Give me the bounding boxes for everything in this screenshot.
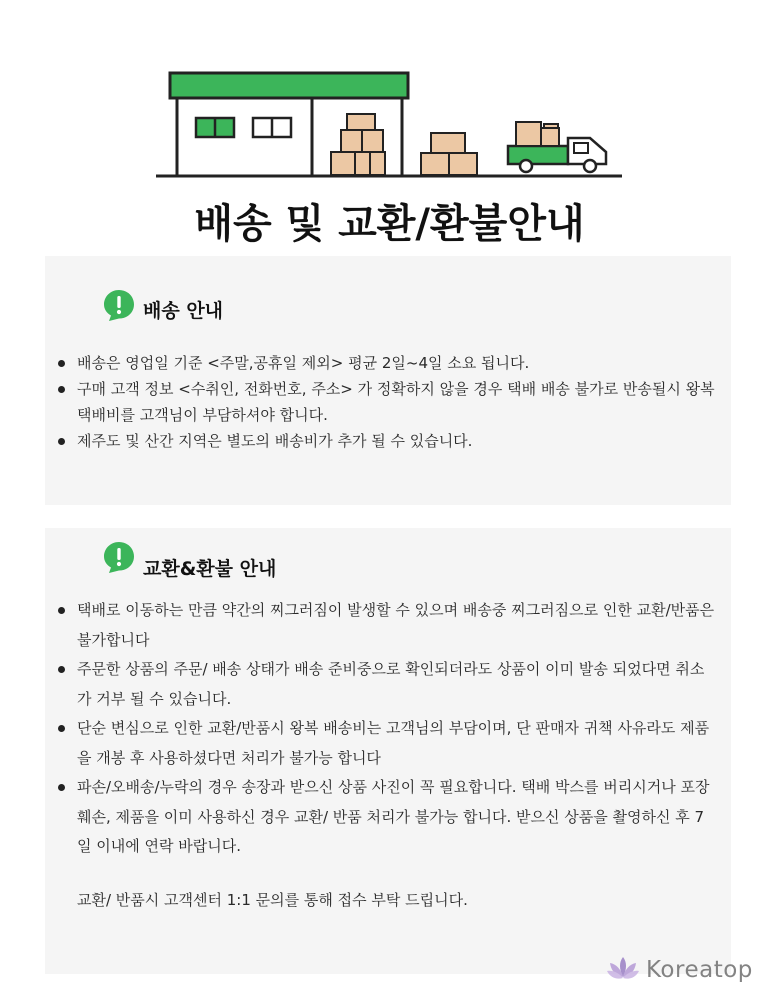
exchange-info-list — [55, 596, 715, 862]
shipping-info-panel — [45, 256, 731, 505]
shipping-panel-title: 배송 안내 — [143, 299, 224, 322]
list-item: 배송은 영업일 기준 <주말,공휴일 제외> 평균 2일~4일 소요 됩니다. — [55, 350, 715, 376]
exchange-panel-title: 교환&환불 안내 — [143, 557, 277, 580]
list-item: 택배로 이동하는 만큼 약간의 찌그러짐이 발생할 수 있으며 배송중 찌그러짐으로 인한 교환/반품은 불가합니다 — [55, 596, 715, 655]
list-item: 파손/오배송/누락의 경우 송장과 받으신 상품 사진이 꼭 필요합니다. 택배 박스를 버리시거나 포장 훼손, 제품을 이미 사용하신 경우 교환/ 반품 처리가 불가능 합니다. 받으신 상품을 촬영하신 후 7일 이내에 연락 바랍니다. — [55, 773, 715, 862]
page-title: 배송 및 교환/환불안내 — [194, 201, 585, 247]
exclamation-icon — [102, 288, 136, 322]
watermark — [606, 955, 753, 985]
warehouse-truck-illustration — [150, 66, 625, 184]
list-item: 주문한 상품의 주문/ 배송 상태가 배송 준비중으로 확인되더라도 상품이 이미 발송 되었다면 취소가 거부 될 수 있습니다. — [55, 655, 715, 714]
list-item: 제주도 및 산간 지역은 별도의 배송비가 추가 될 수 있습니다. — [55, 428, 715, 454]
box-pile — [421, 133, 477, 175]
list-item: 구매 고객 정보 <수취인, 전화번호, 주소> 가 정확하지 않을 경우 택배 배송 불가로 반송될시 왕복 택배비를 고객님이 부담하셔야 합니다. — [55, 376, 715, 428]
box-stack — [331, 114, 385, 175]
list-item: 단순 변심으로 인한 교환/반품시 왕복 배송비는 고객님의 부담이며, 단 판매자 귀책 사유라도 제품을 개봉 후 사용하셨다면 처리가 불가능 합니다 — [55, 714, 715, 773]
shipping-panel-header — [102, 288, 223, 322]
exchange-refund-panel — [45, 528, 731, 974]
exclamation-icon — [102, 540, 136, 574]
watermark-text: Koreatop — [646, 957, 753, 983]
warehouse-roof — [170, 73, 408, 98]
delivery-truck — [508, 122, 606, 172]
exchange-note: 교환/ 반품시 고객센터 1:1 문의를 통해 접수 부탁 드립니다. — [77, 891, 468, 909]
shipping-info-list — [55, 350, 715, 454]
exchange-panel-header — [102, 540, 277, 580]
lotus-icon — [606, 955, 640, 985]
